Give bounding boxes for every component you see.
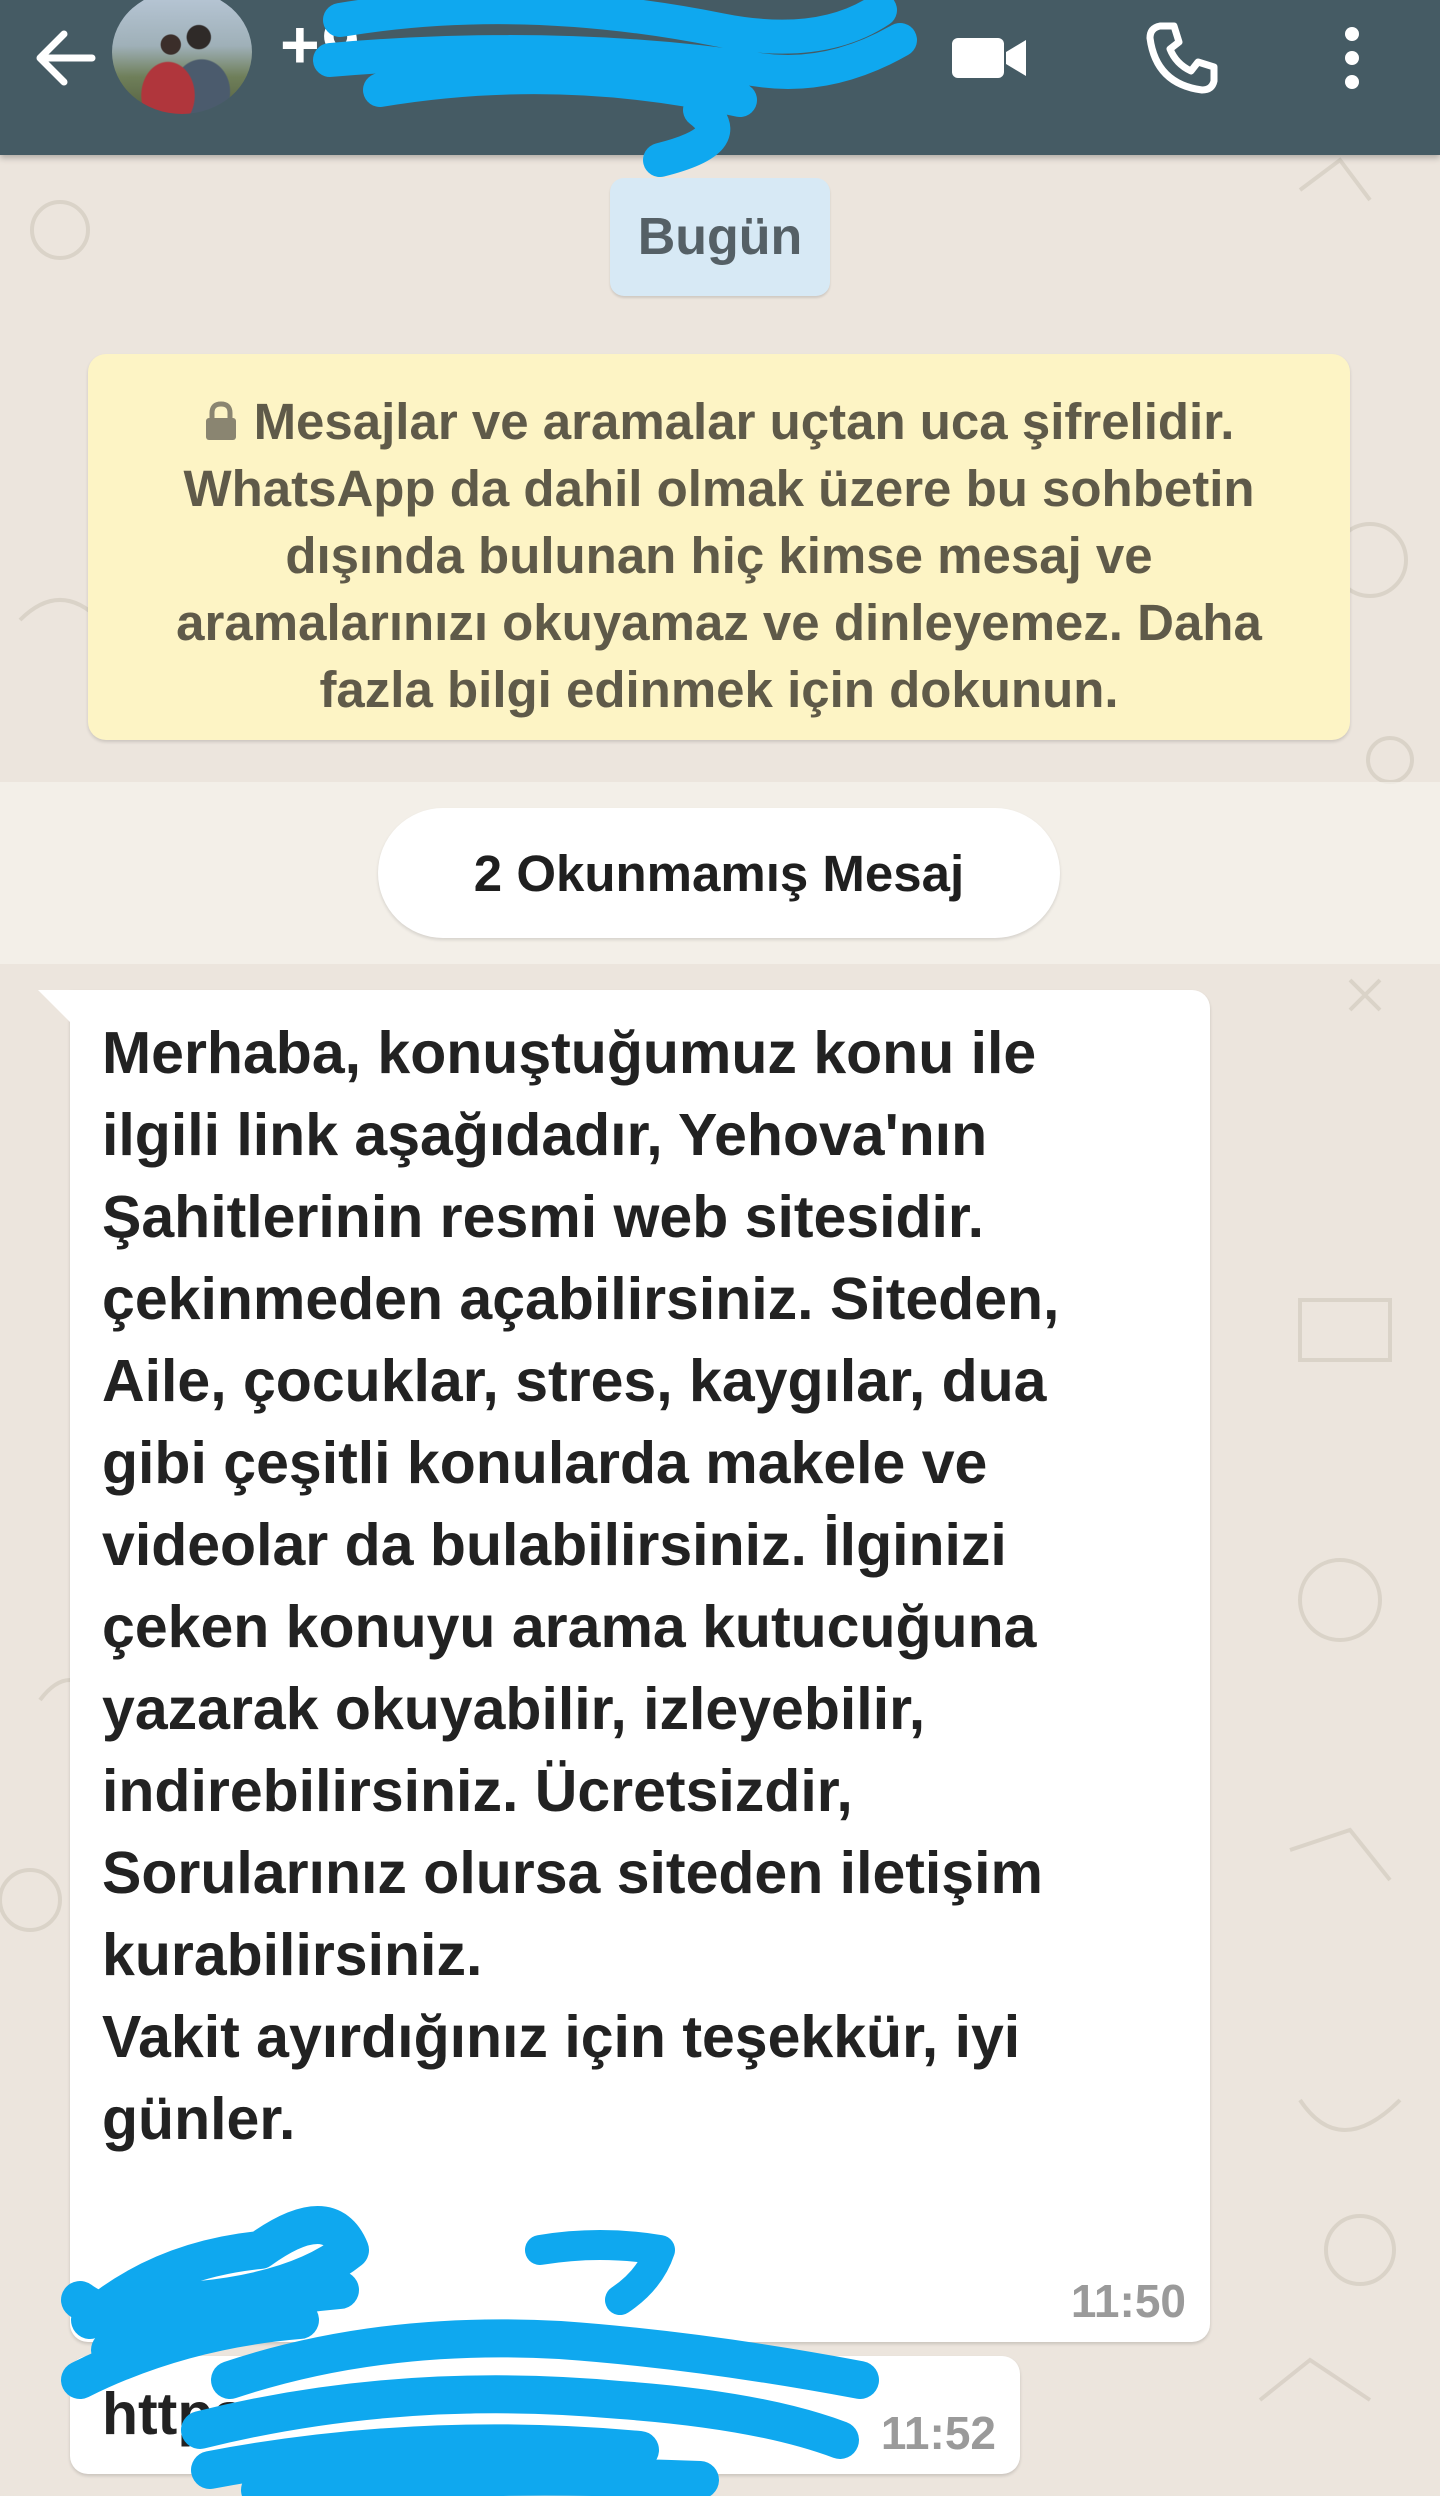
unread-messages-banner: 2 Okunmamış Mesaj bbox=[378, 808, 1060, 938]
more-options-button[interactable] bbox=[1312, 18, 1392, 98]
message-text: Merhaba, konuştuğumuz konu ile ilgili link aşağıdadır, Yehova'nın Şahitlerinin resmi web sitesidir. çekinmeden açabilirsiniz. Siteden, Aile, çocuklar, stres, kaygılar, dua gibi çeşitli konularda makele ve videolar da bulabilirsiniz. İlginizi çeken konuyu arama kutucuğuna yazarak okuyabilir, izleyebilir, indirebilirsiniz. Ücretsizdir, Sorularınız olursa siteden iletişim kurabilirsiniz. Vakit ayırdığınız için teşekkür, iyi günler. bbox=[102, 1020, 1060, 2152]
encryption-notice-line: Mesajlar ve aramalar uçtan uca şifrelidir. bbox=[118, 388, 1320, 455]
phone-icon bbox=[1142, 18, 1222, 98]
arrow-left-icon bbox=[28, 20, 104, 96]
video-call-button[interactable] bbox=[948, 18, 1028, 98]
date-divider-chip: Bugün bbox=[610, 178, 830, 296]
contact-avatar[interactable] bbox=[112, 0, 252, 114]
back-button[interactable] bbox=[28, 20, 104, 96]
encryption-notice-line: aramalarınızı okuyamaz ve dinleyemez. Daha bbox=[176, 594, 1262, 651]
message-timestamp: 11:50 bbox=[1070, 2275, 1186, 2327]
contact-phone-number[interactable]: +9 bbox=[280, 7, 362, 83]
incoming-link-message-bubble[interactable] bbox=[70, 2356, 1020, 2474]
encryption-notice-line: dışında bulunan hiç kimse mesaj ve bbox=[285, 527, 1153, 584]
encryption-notice-line: WhatsApp da dahil olmak üzere bu sohbetin bbox=[183, 460, 1255, 517]
voice-call-button[interactable] bbox=[1142, 18, 1222, 98]
chat-header bbox=[0, 0, 1440, 155]
message-timestamp: 11:52 bbox=[880, 2407, 996, 2459]
encryption-notice-line: fazla bilgi edinmek için dokunun. bbox=[319, 661, 1119, 718]
bubble-tail bbox=[38, 990, 72, 1024]
message-link[interactable]: https bbox=[102, 2381, 247, 2447]
lock-icon bbox=[204, 401, 238, 441]
incoming-message-bubble[interactable] bbox=[70, 990, 1210, 2342]
video-camera-icon bbox=[948, 18, 1028, 98]
encryption-notice[interactable] bbox=[88, 354, 1350, 740]
more-vertical-icon bbox=[1312, 18, 1392, 98]
